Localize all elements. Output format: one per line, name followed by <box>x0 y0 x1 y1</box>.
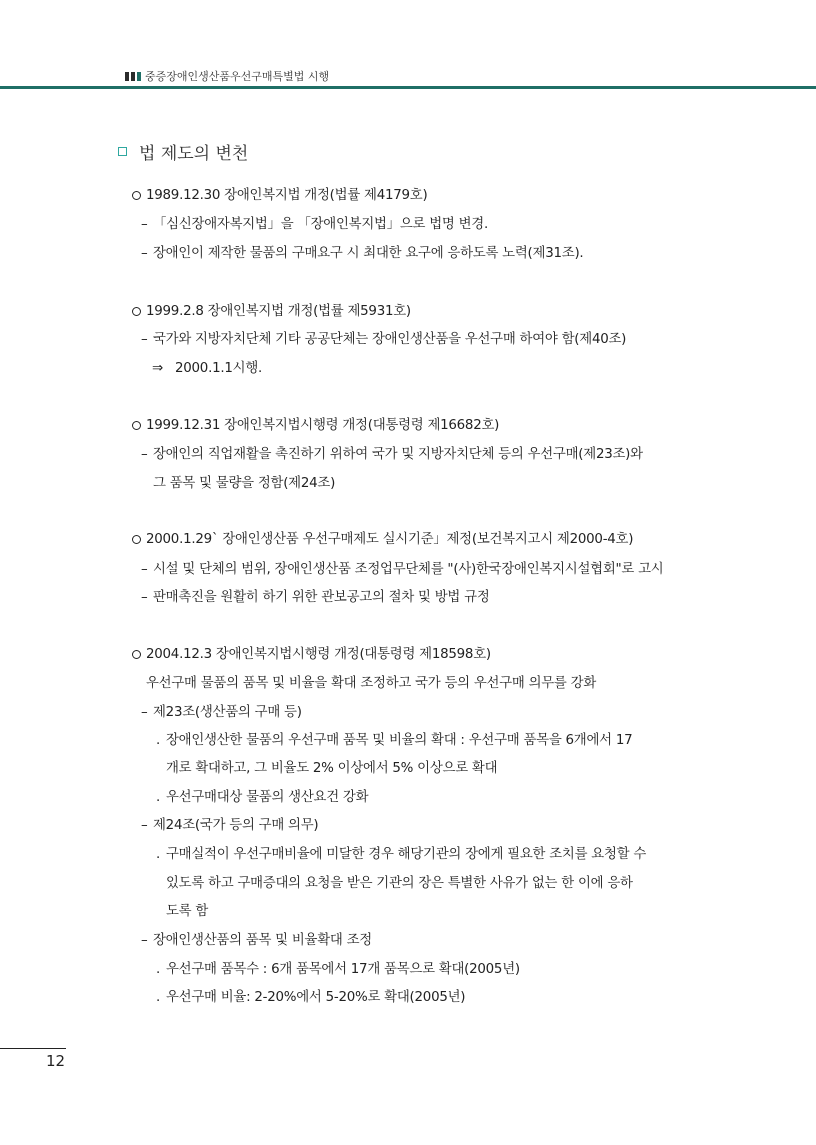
entry-item: 국가와 지방자치단체 기타 공공단체는 장애인생산품을 우선구매 하여야 함(제40조) <box>153 332 627 347</box>
entry-heading: 1999.2.8 장애인복지법 개정(법률 제5931호) <box>146 304 411 319</box>
dot-bullet: . <box>156 847 161 862</box>
entry-heading: 2000.1.29` 장애인생산품 우선구매제도 실시기준」제정(보건복지고시 제2000-4호) <box>146 532 634 547</box>
dash-bullet: – <box>141 933 148 948</box>
entry-item: 장애인이 제작한 물품의 구매요구 시 최대한 요구에 응하도록 노력(제31조). <box>153 246 584 261</box>
square-bullet-icon <box>118 147 127 156</box>
dash-bullet: – <box>141 217 148 232</box>
circle-bullet-icon <box>132 421 141 430</box>
entry-item: 장애인의 직업재활을 촉진하기 위하여 국가 및 지방자치단체 등의 우선구매(제23조)와 <box>153 447 643 462</box>
header-bars-icon <box>125 72 141 81</box>
dash-bullet: – <box>141 818 148 833</box>
dot-bullet: . <box>156 990 161 1005</box>
sub-item: 우선구매 품목수 : 6개 품목에서 17개 품목으로 확대(2005년) <box>166 962 520 977</box>
dash-bullet: – <box>141 447 148 462</box>
sub-item-continuation: 개로 확대하고, 그 비율도 2% 이상에서 5% 이상으로 확대 <box>166 761 498 776</box>
section-title: 법 제도의 변천 <box>139 144 249 164</box>
sub-item: 우선구매대상 물품의 생산요건 강화 <box>166 790 369 805</box>
dash-bullet: – <box>141 332 148 347</box>
sub-item-continuation: 도록 함 <box>166 904 209 919</box>
circle-bullet-icon <box>132 191 141 200</box>
entry-intro: 우선구매 물품의 품목 및 비율을 확대 조정하고 국가 등의 우선구매 의무를 강화 <box>146 676 596 691</box>
header-title: 중증장애인생산품우선구매특별법 시행 <box>145 70 330 83</box>
header-rule <box>0 86 816 89</box>
entry-note: 2000.1.1시행. <box>175 361 263 376</box>
sub-item: 장애인생산한 물품의 우선구매 품목 및 비율의 확대 : 우선구매 품목을 6개에서 17 <box>166 733 633 748</box>
entry-item: 제24조(국가 등의 구매 의무) <box>153 818 319 833</box>
page-number: 12 <box>46 1052 66 1070</box>
entry-heading: 1989.12.30 장애인복지법 개정(법률 제4179호) <box>146 188 428 203</box>
entry-item: 장애인생산품의 품목 및 비율확대 조정 <box>153 933 372 948</box>
dot-bullet: . <box>156 790 161 805</box>
section-heading <box>118 139 248 164</box>
dot-bullet: . <box>156 962 161 977</box>
dot-bullet: . <box>156 733 161 748</box>
sub-item: 구매실적이 우선구매비율에 미달한 경우 해당기관의 장에게 필요한 조치를 요청할 수 <box>166 847 647 862</box>
entry-item: 「심신장애자복지법」을 「장애인복지법」으로 법명 변경. <box>153 217 488 232</box>
dash-bullet: – <box>141 246 148 261</box>
entry-item-continuation: 그 품목 및 물량을 정함(제24조) <box>153 476 336 491</box>
circle-bullet-icon <box>132 650 141 659</box>
circle-bullet-icon <box>132 535 141 544</box>
entry-item: 판매촉진을 원활히 하기 위한 관보공고의 절차 및 방법 규정 <box>153 590 490 605</box>
dash-bullet: – <box>141 705 148 720</box>
entry-item: 시설 및 단체의 범위, 장애인생산품 조정업무단체를 "(사)한국장애인복지시설협회"로 고시 <box>153 562 664 577</box>
entry-heading: 1999.12.31 장애인복지법시행령 개정(대통령령 제16682호) <box>146 418 500 433</box>
dash-bullet: – <box>141 562 148 577</box>
arrow-icon: ⇒ <box>152 361 164 376</box>
entry-item: 제23조(생산품의 구매 등) <box>153 705 302 720</box>
running-header <box>125 68 329 84</box>
circle-bullet-icon <box>132 307 141 316</box>
footer-rule <box>0 1048 66 1049</box>
entry-heading: 2004.12.3 장애인복지법시행령 개정(대통령령 제18598호) <box>146 647 491 662</box>
dash-bullet: – <box>141 590 148 605</box>
sub-item-continuation: 있도록 하고 구매증대의 요청을 받은 기관의 장은 특별한 사유가 없는 한 이에 응하 <box>166 876 633 891</box>
sub-item: 우선구매 비율: 2-20%에서 5-20%로 확대(2005년) <box>166 990 466 1005</box>
